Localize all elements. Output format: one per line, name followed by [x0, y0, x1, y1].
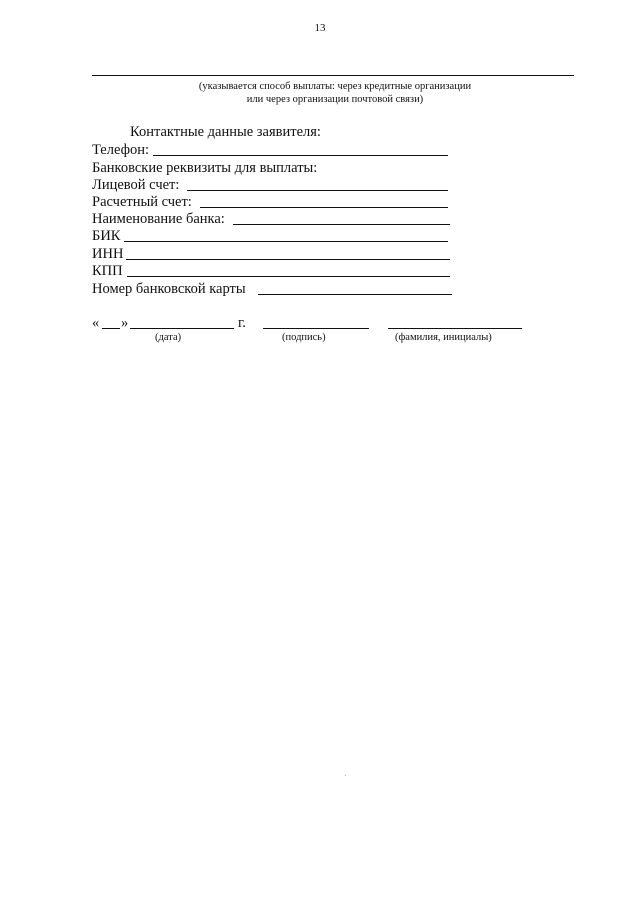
name-caption: (фамилия, инициалы): [395, 332, 492, 343]
personal-account-label: Лицевой счет:: [92, 177, 180, 193]
kpp-label: КПП: [92, 263, 123, 279]
payment-note-line1: (указывается способ выплаты: через кредитные организации: [198, 81, 472, 92]
card-number-field[interactable]: [258, 294, 452, 295]
quote-close: »: [121, 315, 129, 331]
card-number-label: Номер банковской карты: [92, 281, 246, 297]
settlement-account-field[interactable]: [200, 207, 448, 208]
date-month-field[interactable]: [130, 328, 234, 329]
date-day-field[interactable]: [102, 328, 120, 329]
date-caption: (дата): [155, 332, 182, 343]
phone-field[interactable]: [153, 155, 448, 156]
phone-label: Телефон:: [92, 142, 150, 158]
scan-speck: [345, 775, 346, 776]
bik-field[interactable]: [124, 241, 448, 242]
signature-caption: (подпись): [282, 332, 326, 343]
payment-method-line[interactable]: [92, 75, 574, 76]
signature-field[interactable]: [263, 328, 369, 329]
settlement-account-label: Расчетный счет:: [92, 194, 192, 210]
contact-heading: Контактные данные заявителя:: [130, 124, 321, 140]
page-number: 13: [314, 22, 326, 34]
personal-account-field[interactable]: [187, 190, 448, 191]
inn-field[interactable]: [126, 259, 450, 260]
payment-note-line2: или через организации почтовой связи): [246, 94, 424, 105]
bank-details-label: Банковские реквизиты для выплаты:: [92, 160, 318, 176]
quote-open: «: [92, 315, 100, 331]
full-name-field[interactable]: [388, 328, 522, 329]
inn-label: ИНН: [92, 246, 124, 262]
bank-name-label: Наименование банка:: [92, 211, 225, 227]
bank-name-field[interactable]: [233, 224, 450, 225]
kpp-field[interactable]: [127, 276, 450, 277]
year-suffix: г.: [238, 315, 246, 331]
bik-label: БИК: [92, 228, 121, 244]
